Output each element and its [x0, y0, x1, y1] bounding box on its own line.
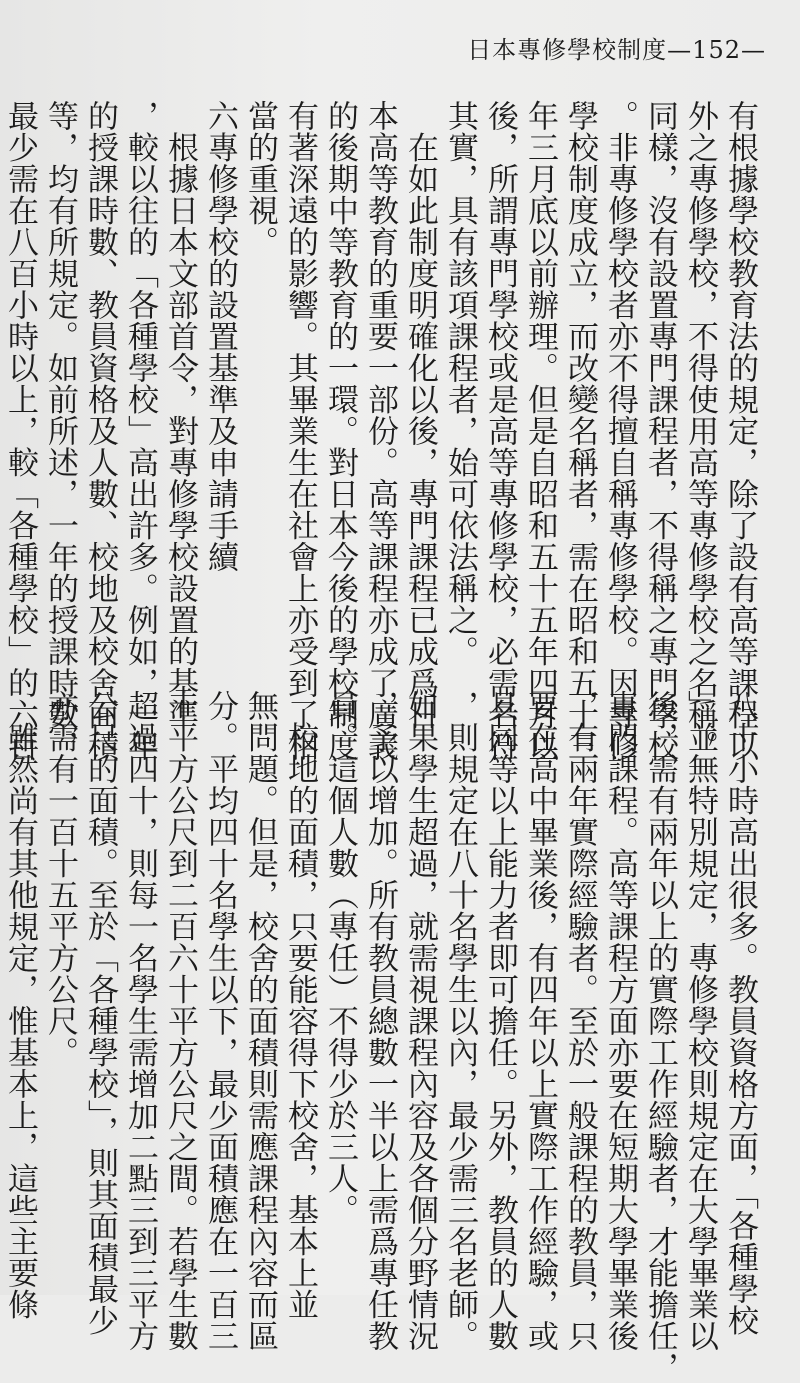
text-column: 後，所謂專門學校或是高等專修學校，必需名符 — [482, 100, 518, 762]
text-column: 具同等以上能力者即可擔任。另外，教員的人數 — [482, 690, 518, 1352]
text-column: 同樣，沒有設置專門課程者，不得稱之專門學校 — [642, 100, 678, 762]
text-column: 年三月底以前辦理。但是自昭和五十五年四月以 — [522, 100, 558, 762]
text-column: 超過四十，則每一名學生需增加二點三到三平方 — [122, 690, 158, 1352]
text-column: 要在高中畢業後，有四年以上實際工作經驗，或 — [522, 690, 558, 1352]
text-column: 等，均有所規定。如前所述，一年的授課時數， — [42, 100, 78, 762]
text-column: 的授課時數、教員資格及人數、校地及校舍面積 — [82, 100, 118, 762]
text-column: 專門課程。高等課程方面亦要在短期大學畢業後 — [602, 690, 638, 1352]
text-column: 根據日本文部首令，對專修學校設置的基準 — [162, 100, 198, 730]
text-column: 八十小時高出很多。教員資格方面，「各種學校 — [722, 690, 758, 1336]
text-column: 雖然尚有其他規定，惟基本上，這些主要條 — [2, 690, 38, 1320]
text-column: 公尺的面積。至於「各種學校」，則其面積最少 — [82, 690, 118, 1336]
text-column: 」並無特別規定，專修學校則規定在大學畢業以 — [682, 690, 718, 1352]
text-column: 當的重視。 — [242, 100, 278, 258]
text-column: 學校制度成立，而改變名稱者，需在昭和五十三 — [562, 100, 598, 762]
text-column: 如果學生超過，就需視課程內容及各個分野情況 — [402, 690, 438, 1352]
running-header: 日本專修學校制度—152— — [467, 36, 766, 64]
text-column: ，予以增加。所有教員總數一半以上需爲專任教 — [362, 690, 398, 1352]
upper-text-block — [2, 100, 760, 762]
text-column: 的後期中等教育的一環。對日本今後的學校制度 — [322, 100, 358, 762]
text-column: 最少需在八百小時以上，較「各種學校」的六百 — [2, 100, 38, 762]
text-column: 六專修學校的設置基準及申請手續 — [202, 100, 238, 573]
text-column: 員。這個人數（專任）不得少於三人。 — [322, 690, 358, 1226]
text-column: 。非專修學校者亦不得擅自稱專修學校。因專修 — [602, 100, 638, 762]
text-column: 有著深遠的影響。其畢業生在社會上亦受到了相 — [282, 100, 318, 762]
text-column: 其實，具有該項課程者，始可依法稱之。 — [442, 100, 478, 667]
text-column: 校地的面積，只要能容得下校舍，基本上並 — [282, 690, 318, 1320]
text-column: 有根據學校教育法的規定，除了設有高等課程以 — [722, 100, 758, 762]
text-column: ，較以往的「各種學校」高出許多。例如，一年 — [122, 100, 158, 762]
text-column: 亦需有一百十五平方公尺。 — [42, 690, 78, 1068]
text-column: 分。平均四十名學生以下，最少面積應在一百三 — [202, 690, 238, 1352]
text-column: 在如此制度明確化以後，專門課程已成爲日 — [402, 100, 438, 730]
text-column: 後，需有兩年以上的實際工作經驗者，才能擔任， — [642, 690, 678, 1383]
text-column: 無問題。但是，校舍的面積則需應課程內容而區 — [242, 690, 278, 1352]
text-column: ，則規定在八十名學生以內，最少需三名老師。 — [442, 690, 478, 1352]
text-column: 本高等教育的重要一部份。高等課程亦成了廣義 — [362, 100, 398, 762]
text-column: ，有兩年實際經驗者。至於一般課程的教員，只 — [562, 690, 598, 1352]
text-column: 外之專修學校，不得使用高等專修學校之名稱。 — [682, 100, 718, 762]
lower-text-block — [2, 690, 760, 1383]
text-column: 十平方公尺到二百六十平方公尺之間。若學生數 — [162, 690, 198, 1352]
